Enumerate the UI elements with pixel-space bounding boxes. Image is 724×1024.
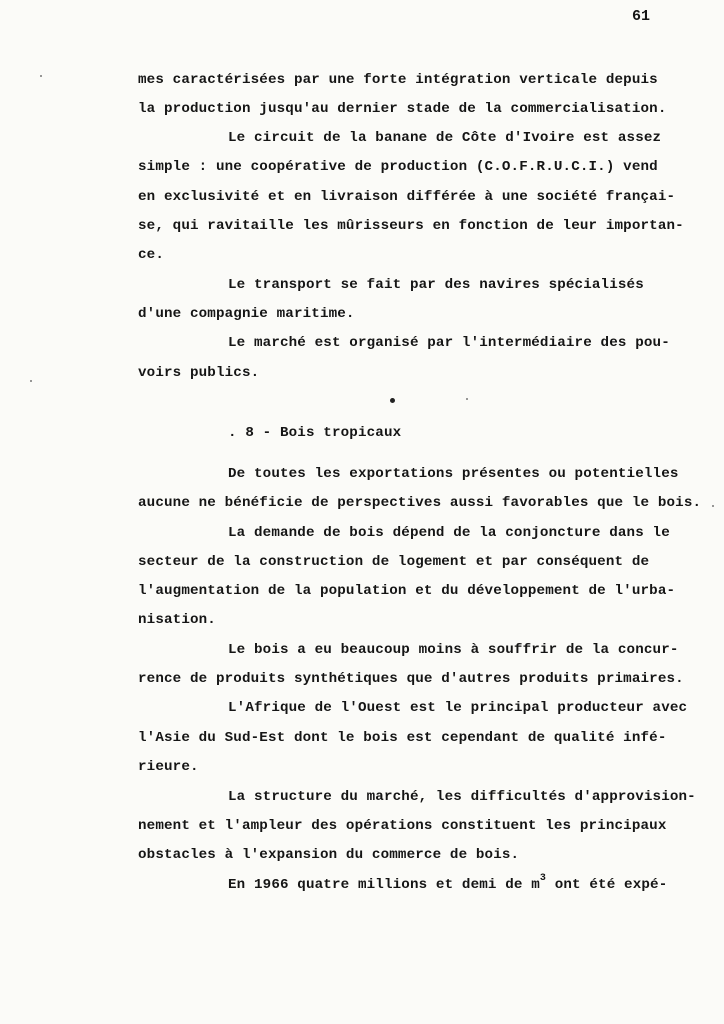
last-text-line	[228, 873, 668, 893]
text-line: La demande de bois dépend de la conjoncture dans le	[228, 525, 670, 541]
text-line: se, qui ravitaille les mûrisseurs en fonction de leur importan-	[138, 218, 684, 234]
text-line: aucune ne bénéficie de perspectives aussi favorables que le bois.	[138, 495, 702, 511]
text-line: obstacles à l'expansion du commerce de bois.	[138, 847, 520, 863]
text-line: l'augmentation de la population et du développement de l'urba-	[138, 583, 676, 599]
last-line-text-after: ont été expé-	[546, 877, 668, 893]
text-line: mes caractérisées par une forte intégration verticale depuis	[138, 72, 658, 88]
page-number: 61	[632, 8, 651, 25]
text-line: ce.	[138, 247, 164, 263]
text-line: l'Asie du Sud-Est dont le bois est cependant de qualité infé-	[138, 730, 667, 746]
separator-dot	[390, 398, 395, 403]
text-line: rence de produits synthétiques que d'autres produits primaires.	[138, 671, 684, 687]
scan-speck	[30, 380, 32, 382]
text-line: L'Afrique de l'Ouest est le principal producteur avec	[228, 700, 688, 716]
text-line: La structure du marché, les difficultés d'approvision-	[228, 789, 696, 805]
last-line-text: En 1966 quatre millions et demi de m	[228, 877, 540, 893]
scan-speck	[712, 505, 714, 507]
text-line: Le bois a eu beaucoup moins à souffrir de la concur-	[228, 642, 679, 658]
text-line: secteur de la construction de logement et par conséquent de	[138, 554, 650, 570]
text-line: en exclusivité et en livraison différée à une société françai-	[138, 189, 676, 205]
text-line: rieure.	[138, 759, 199, 775]
text-line: Le marché est organisé par l'intermédiaire des pou-	[228, 335, 670, 351]
scan-speck	[40, 75, 42, 77]
text-line: De toutes les exportations présentes ou potentielles	[228, 466, 679, 482]
superscript-three: 3	[539, 873, 547, 884]
scan-speck	[466, 398, 468, 400]
text-line: nement et l'ampleur des opérations constituent les principaux	[138, 818, 667, 834]
text-line: Le transport se fait par des navires spécialisés	[228, 277, 644, 293]
text-line: nisation.	[138, 612, 216, 628]
text-line: la production jusqu'au dernier stade de la commercialisation.	[138, 101, 667, 117]
text-line: simple : une coopérative de production (C.O.F.R.U.C.I.) vend	[138, 159, 658, 175]
text-line: Le circuit de la banane de Côte d'Ivoire est assez	[228, 130, 662, 146]
section-heading: . 8 - Bois tropicaux	[228, 425, 402, 441]
text-line: d'une compagnie maritime.	[138, 306, 355, 322]
text-line: voirs publics.	[138, 365, 260, 381]
